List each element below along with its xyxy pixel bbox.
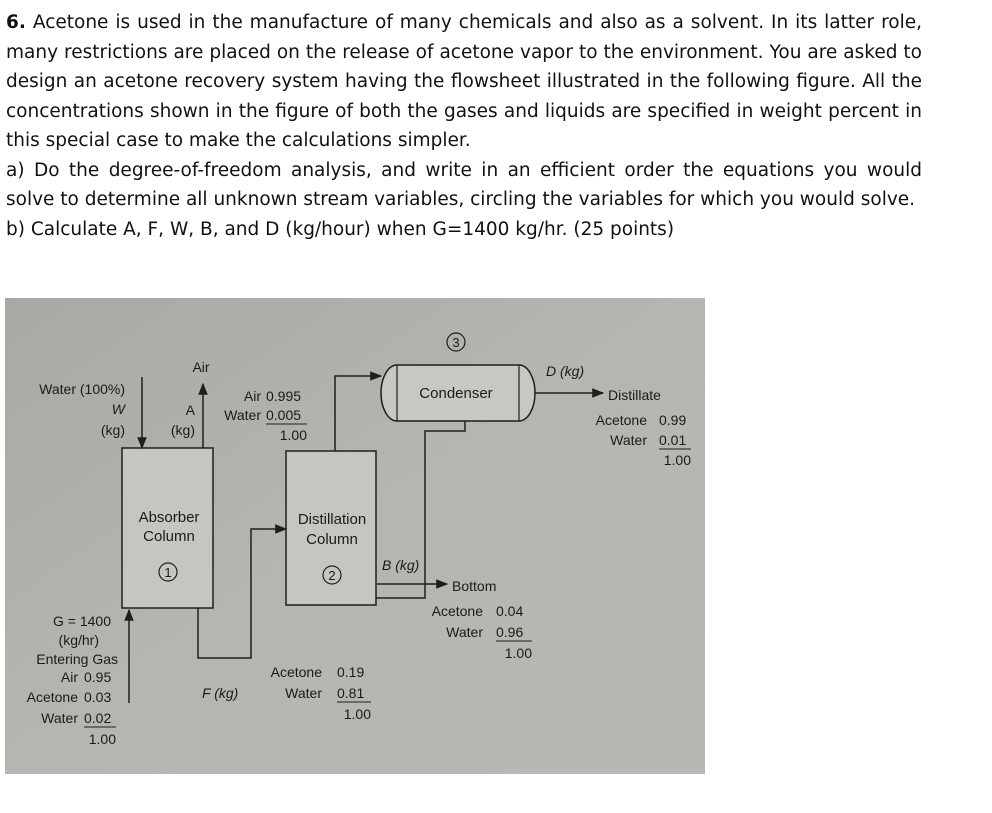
absorber-label-line1: Absorber [138,509,200,526]
gas-inlet-flow: G = 1400 [53,613,111,629]
air-outlet-comp-value-1: 0.005 [266,407,302,423]
flowsheet-figure [5,298,705,774]
gas-inlet-comp-value-1: 0.03 [84,689,112,705]
bottom-comp-value-1: 0.96 [496,624,524,640]
distillate-comp-value-1: 0.01 [659,432,687,448]
feed-comp-value-0: 0.19 [337,664,365,680]
bottom-comp-value-0: 0.04 [496,603,524,619]
water-inlet-label: Water (100%) [39,381,125,397]
feed-var: F (kg) [202,685,239,701]
gas-inlet-comp-value-2: 0.02 [84,710,112,726]
distillation-number: 2 [328,568,336,583]
air-outlet-var: A [185,402,195,418]
bottom-comp-name-0: Acetone [431,603,483,619]
gas-inlet-comp-name-0: Air [60,669,78,685]
flowsheet-diagram [5,298,705,774]
feed-total: 1.00 [343,706,371,722]
air-outlet-unit: (kg) [170,422,195,438]
problem-part-a: a) Do the degree-of-freedom analysis, and write in an efficient order the equations you would solve to determine all unknown stream variables, circling the variables for which you would solve. [6,159,922,210]
water-inlet-var: W [111,401,125,417]
feed-comp-value-1: 0.81 [337,685,365,701]
absorber-label-line2: Column [143,528,195,545]
absorber-number: 1 [164,565,172,580]
problem-part-b: b) Calculate A, F, W, B, and D (kg/hour) when G=1400 kg/hr. (25 points) [6,218,675,240]
distillate-total: 1.00 [663,452,691,468]
problem-number: 6. [6,12,26,33]
bottom-title: Bottom [452,578,497,594]
air-outlet-total: 1.00 [279,427,307,443]
gas-inlet-comp-value-0: 0.95 [84,669,112,685]
gas-inlet-total: 1.00 [88,731,116,747]
gas-inlet-comp-name-2: Water [41,710,78,726]
air-outlet-comp-name-0: Air [243,388,261,404]
feed-comp-name-1: Water [285,685,322,701]
gas-inlet-unit: (kg/hr) [58,632,99,648]
air-outlet-title: Air [192,359,210,375]
distillation-label-line1: Distillation [297,511,367,528]
problem-intro [6,8,922,156]
distillate-title: Distillate [608,387,661,403]
air-outlet-comp-value-0: 0.995 [266,388,302,404]
distillation-label-line2: Column [306,531,358,548]
problem-intro-text: Acetone is used in the manufacture of many chemicals and also as a solvent. In its latter role, many restrictions are placed on the release of acetone vapor to the environment. You are asked to design an acetone recovery system having the flowsheet illustrated in the following figure. All the concentrations shown in the figure of both the gases and liquids are specified in weight percent in this special case to make the calculations simpler. [6,12,922,151]
condenser-number: 3 [452,335,460,350]
distillate-comp-value-0: 0.99 [659,412,687,428]
feed-comp-name-0: Acetone [270,664,322,680]
bottom-comp-name-1: Water [446,624,483,640]
distillate-comp-name-1: Water [610,432,647,448]
distillate-comp-name-0: Acetone [595,412,647,428]
bottom-var: B (kg) [382,557,420,573]
distillate-var: D (kg) [546,363,585,379]
condenser-label: Condenser [419,385,493,402]
air-outlet-comp-name-1: Water [224,407,261,423]
water-inlet-unit: (kg) [100,422,125,438]
problem-statement [6,8,922,244]
bottom-total: 1.00 [504,645,532,661]
gas-inlet-title: Entering Gas [36,651,118,667]
gas-inlet-comp-name-1: Acetone [26,689,78,705]
